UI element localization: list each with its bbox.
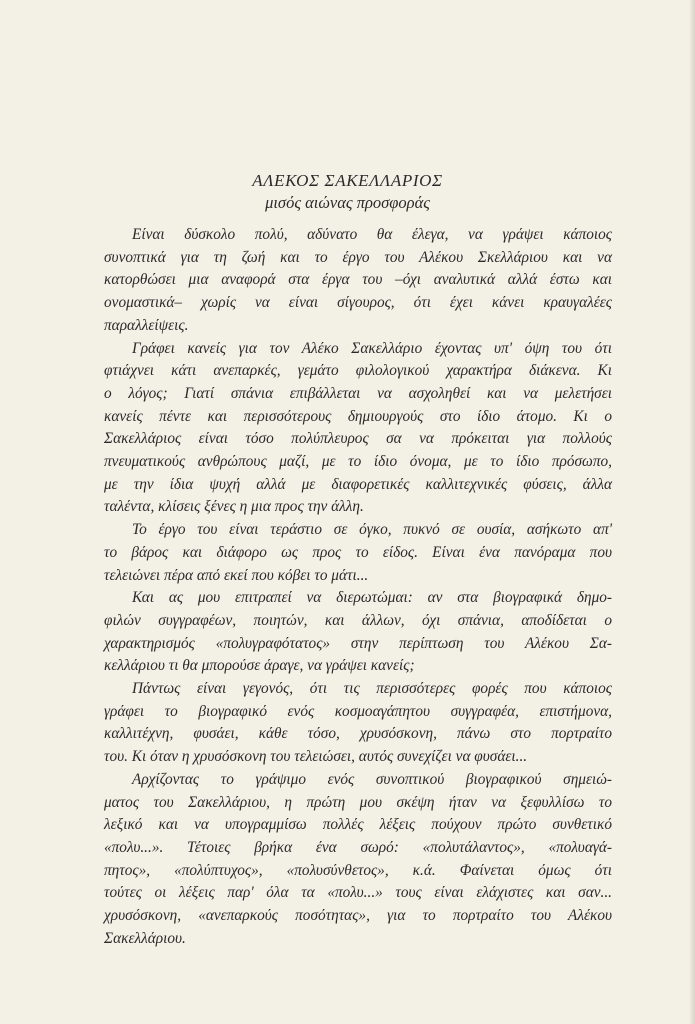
- text-line: ταλέντα, κλίσεις ξένες η μια προς την άλλη.: [104, 498, 364, 516]
- text-line: παραλλείψεις.: [104, 316, 189, 334]
- text-line: κελλάριου τι θα μπορούσε άραγε, να γράψει κανείς;: [104, 657, 415, 675]
- text-line: συνοπτικά για τη ζωή και το έργο του Αλέκου Σκελλάριου και να: [104, 248, 612, 266]
- text-line: το βάρος και διάφορο ως προς το είδος. Είναι ένα πανόραμα που: [104, 543, 612, 561]
- text-line: τελειώνει πέρα από εκεί που κόβει το μάτι...: [104, 566, 369, 584]
- text-line: ο λόγος; Γιατί σπάνια επιβάλλεται να ασχοληθεί και να μελετήσει: [104, 384, 612, 402]
- text-line: γράφει το βιογραφικό ενός κοσμοαγάπητου συγγραφέα, επιστήμονα,: [104, 702, 612, 720]
- text-line: ματος του Σακελλάριου, η πρώτη μου σκέψη ήταν να ξεφυλλίσω το: [104, 793, 612, 811]
- text-line: με την ίδια ψυχή αλλά με διαφορετικές καλλιτεχνικές φύσεις, άλλα: [104, 475, 612, 493]
- page-subtitle: μισός αιώνας προσφοράς: [265, 193, 430, 212]
- text-line: ονομαστικά– χωρίς να είναι σίγουρος, ότι έχει κάνει κραυγαλέες: [104, 294, 612, 312]
- text-line: Και ας μου επιτραπεί να διερωτώμαι: αν στα βιογραφικά δημο-: [132, 589, 612, 607]
- text-line: Είναι δύσκολο πολύ, αδύνατο θα έλεγα, να γράψει κάποιος: [132, 226, 612, 243]
- text-line: Σακελλάριου.: [104, 929, 186, 947]
- page-edge-shadow: [689, 0, 695, 1024]
- text-line: πητος», «πολύπτυχος», «πολυσύνθετος», κ.ά. Φαίνεται όμως ότι: [104, 861, 612, 879]
- text-line: φιλών συγγραφέων, ποιητών, και άλλων, όχι σπάνια, αποδίδεται ο: [104, 611, 612, 629]
- text-line: Το έργο του είναι τεράστιο σε όγκο, πυκνό σε ουσία, ασήκωτο απ': [132, 521, 612, 539]
- text-line: Σακελλάριος είναι τόσο πολύπλευρος σα να πρόκειται για πολλούς: [104, 430, 612, 448]
- text-line: κατορθώσει μια αναφορά στα έργα του –όχι αναλυτικά αλλά έστω και: [104, 271, 612, 289]
- text-line: τούτες οι λέξεις παρ' όλα τα «πολυ...» τους είναι ελάχιστες και σαν...: [104, 884, 612, 902]
- text-line: Γράφει κανείς για τον Αλέκο Σακελλάριο έχοντας υπ' όψη του ότι: [132, 339, 612, 357]
- text-line: χαρακτηρισμός «πολυγραφότατος» στην περίπτωση του Αλέκου Σα-: [104, 634, 612, 652]
- body-text: [104, 224, 612, 951]
- text-line: καλλιτέχνη, φυσάει, κάθε τόσο, χρυσόσκονη, πάνω στο πορτραίτο: [104, 725, 612, 743]
- text-line: κανείς πέντε και περισσότερους δημιουργούς στο ίδιο άτομο. Κι ο: [104, 407, 612, 425]
- page-title: ΑΛΕΚΟΣ ΣΑΚΕΛΛΑΡΙΟΣ: [252, 171, 443, 190]
- text-line: του. Κι όταν η χρυσόσκονη του τελειώσει, αυτός συνεχίζει να φυσάει...: [104, 748, 528, 766]
- text-line: λεξικό και να υπογραμμίσω πολλές λέξεις πούχουν πρώτο συνθετικό: [104, 816, 612, 834]
- text-line: χρυσόσκονη, «ανεπαρκούς ποσότητας», για το πορτραίτο του Αλέκου: [104, 907, 612, 925]
- text-line: Πάντως είναι γεγονός, ότι τις περισσότερες φορές που κάποιος: [132, 680, 612, 698]
- text-line: Αρχίζοντας το γράψιμο ενός συνοπτικού βιογραφικού σημειώ-: [132, 770, 612, 788]
- text-line: φτιάχνει κάτι ανεπαρκές, γεμάτο φιλολογικού χαρακτήρα διάκενα. Κι: [104, 362, 612, 380]
- text-line: «πολυ...». Τέτοιες βρήκα ένα σωρό: «πολυτάλαντος», «πολυαγά-: [104, 838, 612, 856]
- text-line: πνευματικούς ανθρώπους μαζί, με το ίδιο όνομα, με το ίδιο πρόσωπο,: [104, 453, 612, 471]
